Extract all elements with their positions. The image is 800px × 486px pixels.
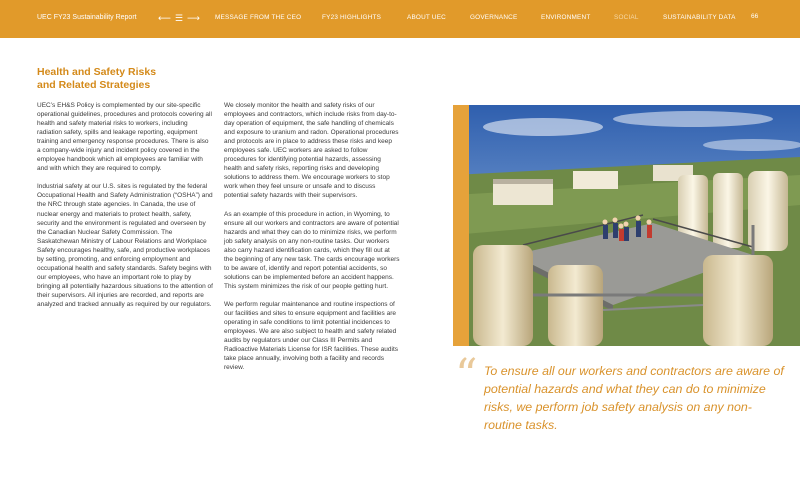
paragraph: UEC’s EH&S Policy is complemented by our site-specific operational guidelines, procedures and protocols covering all health and safety material risks to workers, including radiation safety, spills and leakage reporting, equipment training and emergency response procedures. There is also a company-wide injury and incident policy covered in the employee handbook which all employees are familiar with and with which they are required to comply.	[37, 102, 212, 173]
nav-social[interactable]: SOCIAL	[614, 14, 639, 21]
report-title: UEC FY23 Sustainability Report	[37, 14, 137, 21]
nav-sustainability-data[interactable]: SUSTAINABILITY DATA	[663, 14, 736, 21]
page-number: 66	[751, 13, 759, 20]
nav-environment[interactable]: ENVIRONMENT	[541, 14, 591, 21]
menu-icon[interactable]: ☰	[174, 13, 183, 23]
pull-quote: To ensure all our workers and contractors are aware of potential hazards and what they can do to minimize risks, we perform job safety analysis on any non-routine tasks.	[484, 364, 784, 432]
paragraph: We closely monitor the health and safety risks of our employees and contractors, which include risks from day-to-day operation of equipment, the safe handling of chemicals and exposure to uranium and radon. Operational procedures and protocols are in place to address these risks and keep employees safe. UEC workers are asked to follow procedures for identifying potential hazards, assessing health and safety risks, reporting risks and developing solutions to address them. We encourage workers to stop work when they feel unsure or unsafe and to discuss potential safety hazards with their supervisors.	[224, 102, 399, 200]
nav-governance[interactable]: GOVERNANCE	[470, 14, 518, 21]
top-navigation-bar	[0, 0, 800, 38]
left-text-column	[37, 101, 213, 318]
nav-fy23-highlights[interactable]: FY23 HIGHLIGHTS	[322, 14, 382, 21]
facility-illustration	[453, 105, 800, 346]
section-heading-line-1: Health and Safety Risks	[37, 66, 157, 78]
next-page-arrow-icon[interactable]: ⟶	[186, 13, 200, 23]
nav-about-uec[interactable]: ABOUT UEC	[407, 14, 446, 21]
section-heading	[37, 66, 217, 92]
photo-accent-tab	[453, 105, 469, 346]
page-navigation-controls	[158, 11, 200, 25]
previous-page-arrow-icon[interactable]: ⟵	[158, 13, 171, 23]
right-text-column	[224, 101, 400, 381]
nav-message-from-the-ceo[interactable]: MESSAGE FROM THE CEO	[215, 14, 302, 21]
quote-mark-icon: “	[455, 350, 478, 401]
facility-photo	[453, 105, 800, 346]
paragraph: Industrial safety at our U.S. sites is regulated by the federal Occupational Health and Safety Administration (“OSHA”) and the NRC through state agencies. In Canada, the use of nuclear energy and materials to protect health, safety, security and the environment is regulated and overseen by the Canadian Nuclear Safety Commission. The Saskatchewan Ministry of Labour Relations and Workplace Safety encourages healthy, safe, and productive workplaces by setting, promoting, and enforcing employment and occupational health and safety standards. Safety begins with our employees, who have an important role to play by bringing all potentially hazardous situations to the attention of their supervisors. All injuries are recorded, and reports are analyzed and tracked annually as required by our regulators.	[37, 183, 213, 308]
paragraph: We perform regular maintenance and routine inspections of our facilities and sites to ensure equipment and facilities are operating in safe conditions to limit potential incidences to employees. We are also subject to health and safety related audits by regulators under our Class III Permits and Radioactive Materials License for ISR facilities. These audits take place annually, involving both a facility and records review.	[224, 300, 399, 372]
section-heading-line-2: and Related Strategies	[37, 79, 151, 91]
paragraph: As an example of this procedure in action, in Wyoming, to ensure all our workers and contractors are aware of potential hazards and what they can do to minimize risks, we perform job safety analysis on any non-routine tasks. Our workers also carry hazard identification cards, which they fill out at the beginning of any new task. The cards encourage workers to be aware of, identify and report potential accidents, so solutions can be implemented before an accident happens. This system minimizes the risk of our people getting hurt.	[224, 210, 400, 290]
